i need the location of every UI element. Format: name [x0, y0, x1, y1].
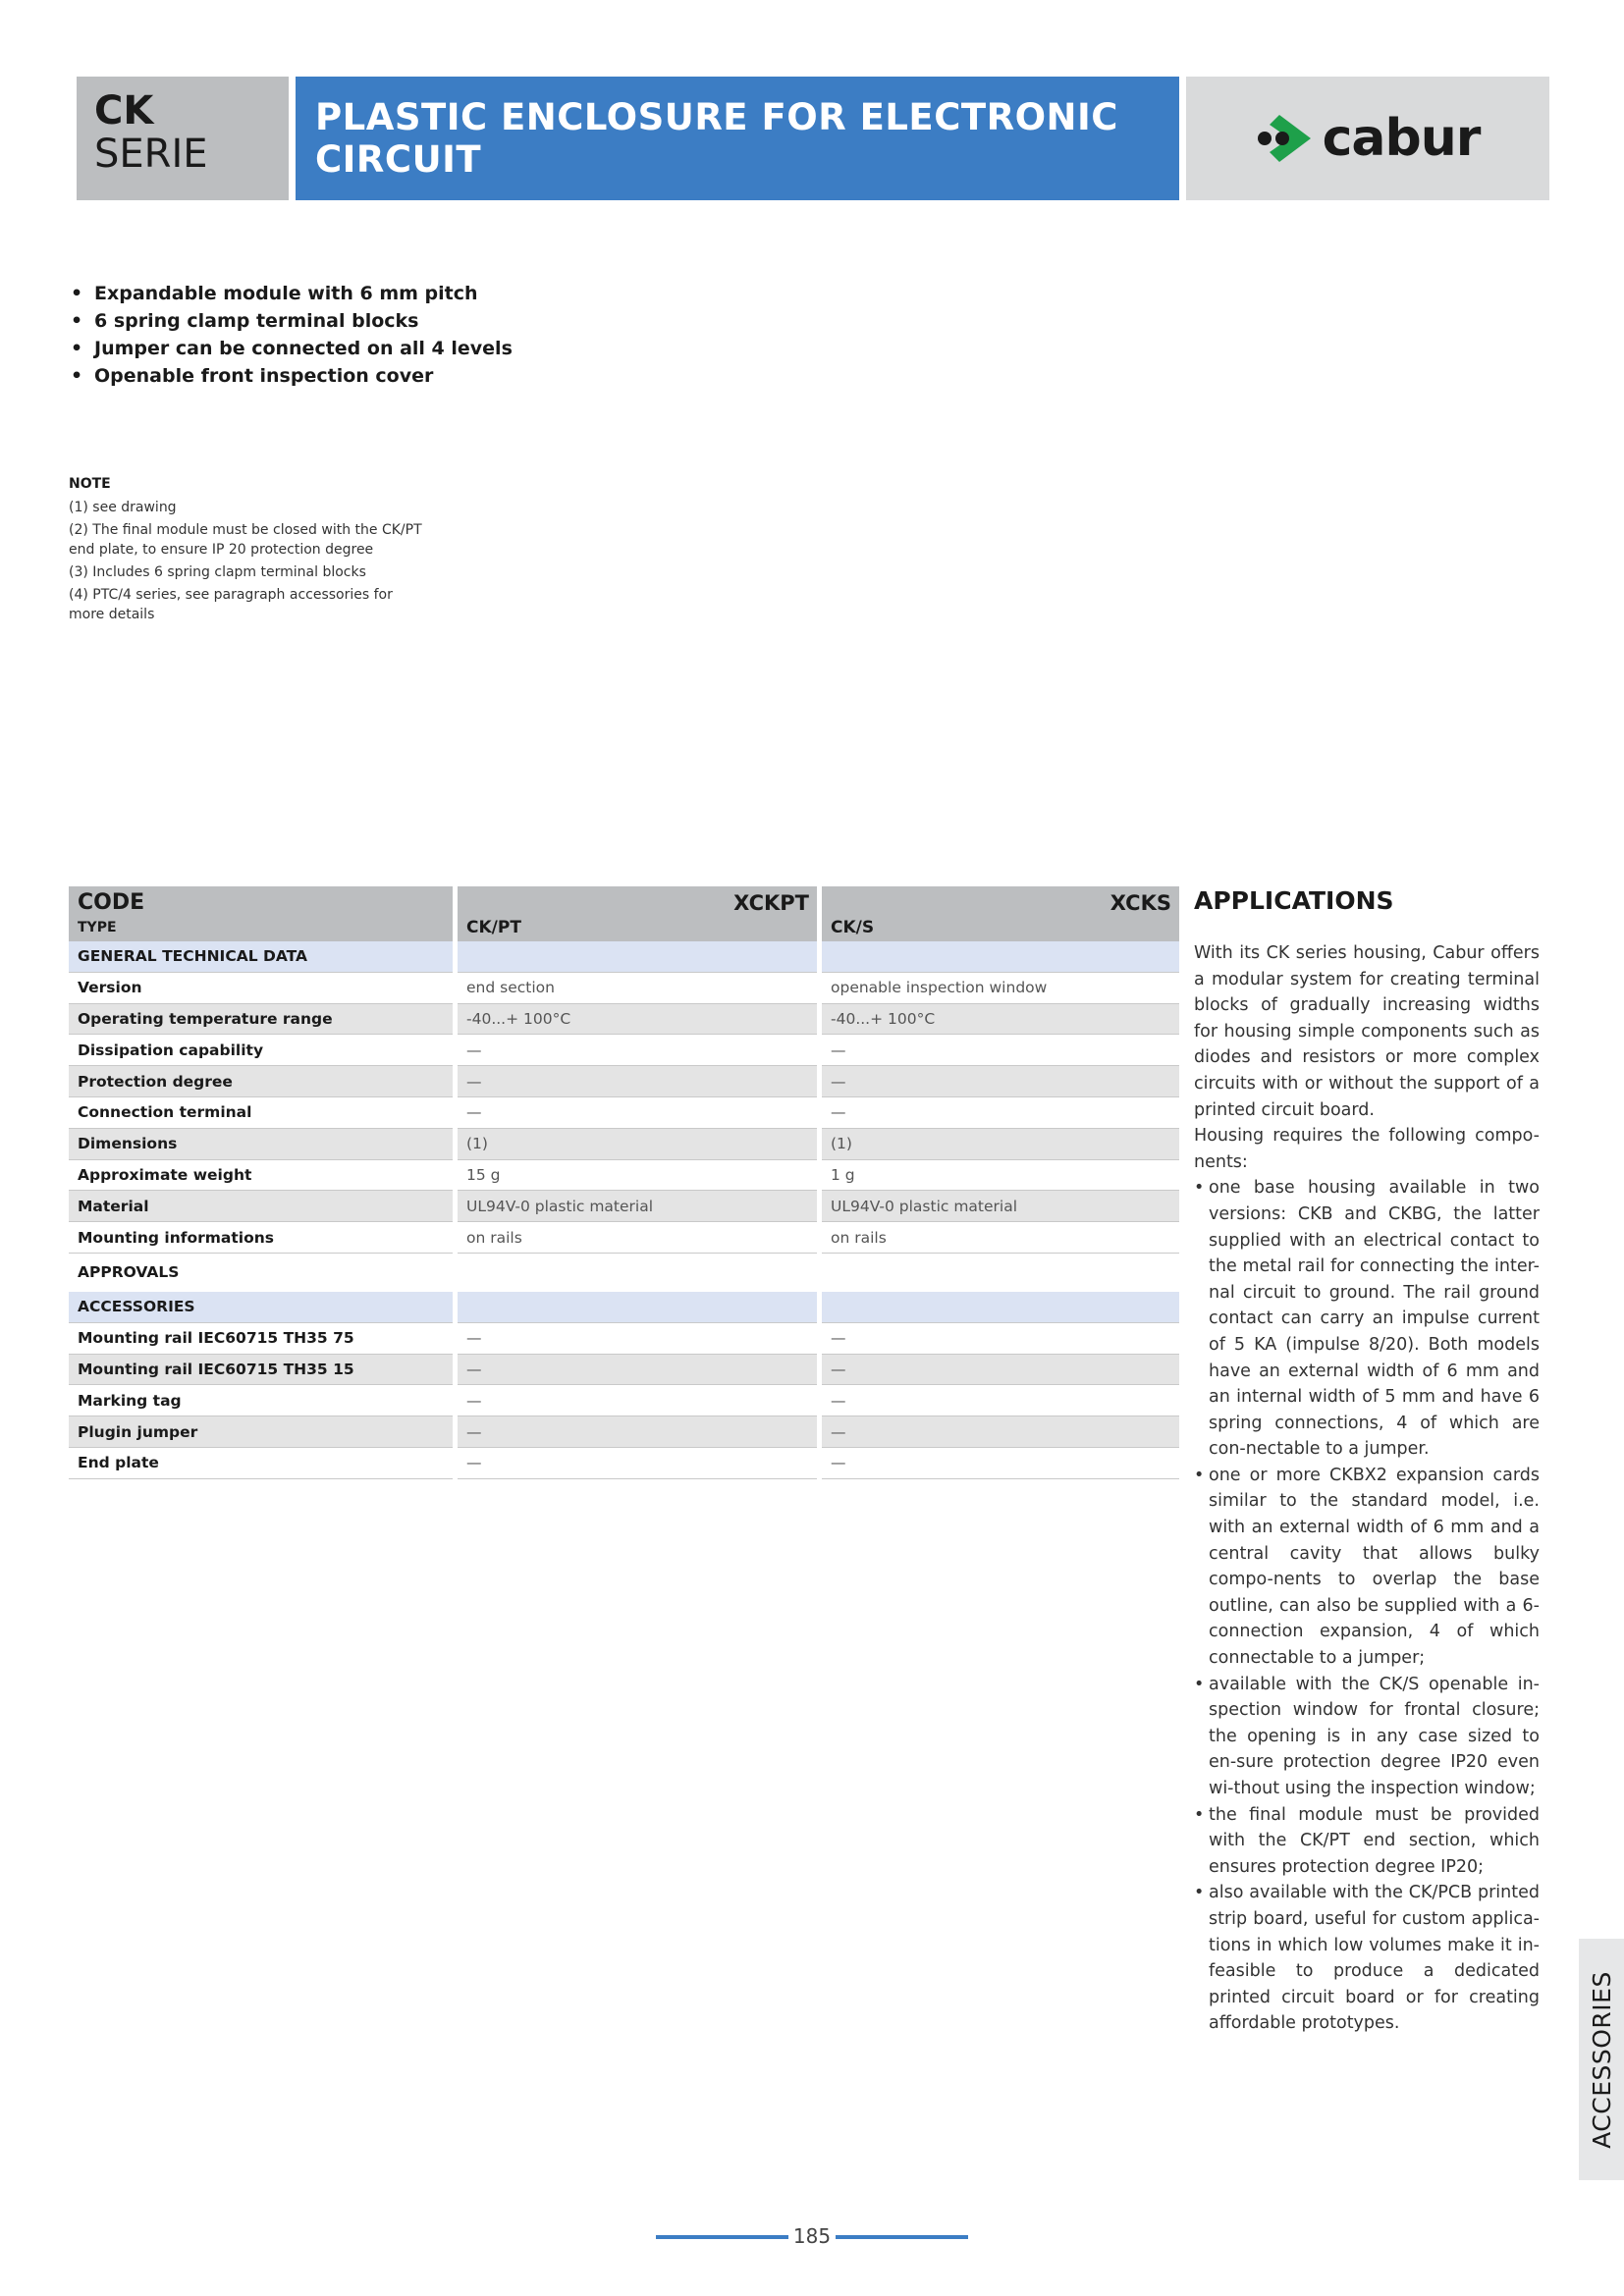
row-value: 15 g — [458, 1160, 817, 1192]
row-label: Mounting rail IEC60715 TH35 15 — [69, 1355, 453, 1386]
section-side-tab — [1579, 1939, 1624, 2180]
applications-bullet: • the final module must be provided with the CK/PT end section, which ensures protection degree IP20; — [1194, 1802, 1540, 1881]
section-row-approvals — [69, 1254, 1179, 1292]
row-value: — — [822, 1323, 1179, 1355]
product-type: CK/S — [831, 918, 875, 937]
row-label: Protection degree — [69, 1066, 453, 1097]
section-label: APPROVALS — [78, 1263, 180, 1282]
header-cell-product-1 — [458, 886, 817, 941]
row-value: — — [822, 1355, 1179, 1386]
product-code: XCKS — [1110, 891, 1171, 915]
row-value: — — [458, 1323, 817, 1355]
note-item: (3) Includes 6 spring clapm terminal blocks — [69, 564, 366, 580]
section-row-accessories — [69, 1292, 1179, 1323]
row-label: Material — [69, 1191, 453, 1222]
row-label: Plugin jumper — [69, 1416, 453, 1448]
note-item: (2) The final module must be closed with the CK/PT end plate, to ensure IP 20 protection degree — [69, 522, 422, 558]
section-label: GENERAL TECHNICAL DATA — [69, 941, 453, 973]
table-row — [69, 1416, 1179, 1448]
section-cell — [822, 1292, 1179, 1323]
logo-wordmark: cabur — [1322, 109, 1481, 168]
header-cell-label — [69, 886, 453, 941]
table-row — [69, 1160, 1179, 1192]
brand-logo — [1186, 77, 1549, 200]
row-label: Connection terminal — [69, 1097, 453, 1129]
table-row — [69, 1448, 1179, 1479]
section-row-general — [69, 941, 1179, 973]
section-cell — [458, 941, 817, 973]
table-row — [69, 1323, 1179, 1355]
applications-bullet: • one base housing available in two versions: CKB and CKBG, the latter supplied with an electrical contact to the metal rail for connecting the inter-nal circuit to ground. The rail ground contact can carry an impulse current of 5 KA (impulse 8/20). Both models have an external width of 6 mm and an internal width of 5 mm and have 6 spring connections, 4 of which are con-nectable to a jumper. — [1194, 1175, 1540, 1463]
row-value: -40...+ 100°C — [822, 1004, 1179, 1036]
row-value: — — [458, 1097, 817, 1129]
table-header — [69, 886, 1179, 941]
spec-table — [69, 886, 1179, 1479]
row-label: Dimensions — [69, 1129, 453, 1160]
table-row — [69, 1129, 1179, 1160]
feature-item: • 6 spring clamp terminal blocks — [69, 307, 513, 335]
row-label: Version — [69, 973, 453, 1004]
notes-block — [69, 474, 432, 627]
applications-intro: With its CK series housing, Cabur offers a modular system for creating terminal blocks of gradually increasing widths for housing simple components such as diodes and resistors or more complex circuits with or without the support of a printed circuit board. — [1194, 943, 1540, 1120]
row-label: Dissipation capability — [69, 1035, 453, 1066]
row-label: Marking tag — [69, 1385, 453, 1416]
row-label: Approximate weight — [69, 1160, 453, 1192]
page-number: 185 — [792, 2224, 832, 2248]
series-code: CK — [94, 88, 154, 133]
row-value: end section — [458, 973, 817, 1004]
applications-heading: APPLICATIONS — [1194, 886, 1394, 915]
row-value: — — [822, 1066, 1179, 1097]
row-value: — — [822, 1416, 1179, 1448]
table-row — [69, 1097, 1179, 1129]
row-value: — — [822, 1448, 1179, 1479]
row-value: (1) — [458, 1129, 817, 1160]
table-row — [69, 1191, 1179, 1222]
title-banner — [296, 77, 1179, 200]
row-value: on rails — [458, 1222, 817, 1254]
applications-text — [1194, 940, 1540, 2037]
row-value: — — [458, 1385, 817, 1416]
feature-list — [69, 280, 513, 390]
header-cell-product-2 — [822, 886, 1179, 941]
series-label: SERIE — [94, 132, 208, 177]
row-value: — — [458, 1416, 817, 1448]
row-value: — — [822, 1097, 1179, 1129]
cabur-logo-icon — [1256, 113, 1313, 164]
row-value: on rails — [822, 1222, 1179, 1254]
feature-item: • Openable front inspection cover — [69, 362, 513, 390]
type-label: TYPE — [78, 920, 117, 935]
row-value: — — [458, 1066, 817, 1097]
row-value: — — [458, 1035, 817, 1066]
applications-bullet: • also available with the CK/PCB printed strip board, useful for custom applica-tions in which low volumes make it in-feasible to produce a dedicated printed circuit board or for creating affordable prototypes. — [1194, 1880, 1540, 2037]
row-value: 1 g — [822, 1160, 1179, 1192]
row-label: End plate — [69, 1448, 453, 1479]
row-value: — — [458, 1355, 817, 1386]
table-row — [69, 1222, 1179, 1254]
row-value: (1) — [822, 1129, 1179, 1160]
table-row — [69, 1355, 1179, 1386]
section-label: ACCESSORIES — [69, 1292, 453, 1323]
table-row — [69, 1035, 1179, 1066]
series-block — [77, 77, 289, 200]
row-label: Mounting rail IEC60715 TH35 75 — [69, 1323, 453, 1355]
note-item: (1) see drawing — [69, 500, 177, 515]
row-value: — — [822, 1385, 1179, 1416]
applications-bullet: • one or more CKBX2 expansion cards similar to the standard model, i.e. with an external width of 6 mm and a central cavity that allows bulky compo-nents to overlap the base outline, can also be supplied with a 6-connection expansion, 4 of which connectable to a jumper; — [1194, 1463, 1540, 1672]
row-value: — — [458, 1448, 817, 1479]
product-type: CK/PT — [466, 918, 521, 937]
section-cell — [822, 941, 1179, 973]
section-cell — [458, 1292, 817, 1323]
product-code: XCKPT — [733, 891, 809, 915]
table-row — [69, 1066, 1179, 1097]
note-item: (4) PTC/4 series, see paragraph accessories for more details — [69, 587, 393, 622]
table-row — [69, 1385, 1179, 1416]
row-value: UL94V-0 plastic material — [458, 1191, 817, 1222]
feature-item: • Jumper can be connected on all 4 levels — [69, 335, 513, 362]
applications-requires: Housing requires the following compo-nents: — [1194, 1126, 1540, 1172]
table-row — [69, 1004, 1179, 1036]
row-value: — — [822, 1035, 1179, 1066]
row-label: Mounting informations — [69, 1222, 453, 1254]
row-value: openable inspection window — [822, 973, 1179, 1004]
page-footer — [656, 2226, 968, 2246]
notes-heading: NOTE — [69, 476, 111, 492]
table-row — [69, 973, 1179, 1004]
side-tab-label: ACCESSORIES — [1587, 1970, 1616, 2149]
row-label: Operating temperature range — [69, 1004, 453, 1036]
page-title: PLASTIC ENCLOSURE FOR ELECTRONIC CIRCUIT — [315, 96, 1118, 181]
applications-bullet: • available with the CK/S openable in-spection window for frontal closure; the opening is in any case sized to en-sure protection degree IP20 even wi-thout using the inspection window; — [1194, 1672, 1540, 1802]
row-value: UL94V-0 plastic material — [822, 1191, 1179, 1222]
row-value: -40...+ 100°C — [458, 1004, 817, 1036]
feature-item: • Expandable module with 6 mm pitch — [69, 280, 513, 307]
code-label: CODE — [78, 890, 145, 915]
